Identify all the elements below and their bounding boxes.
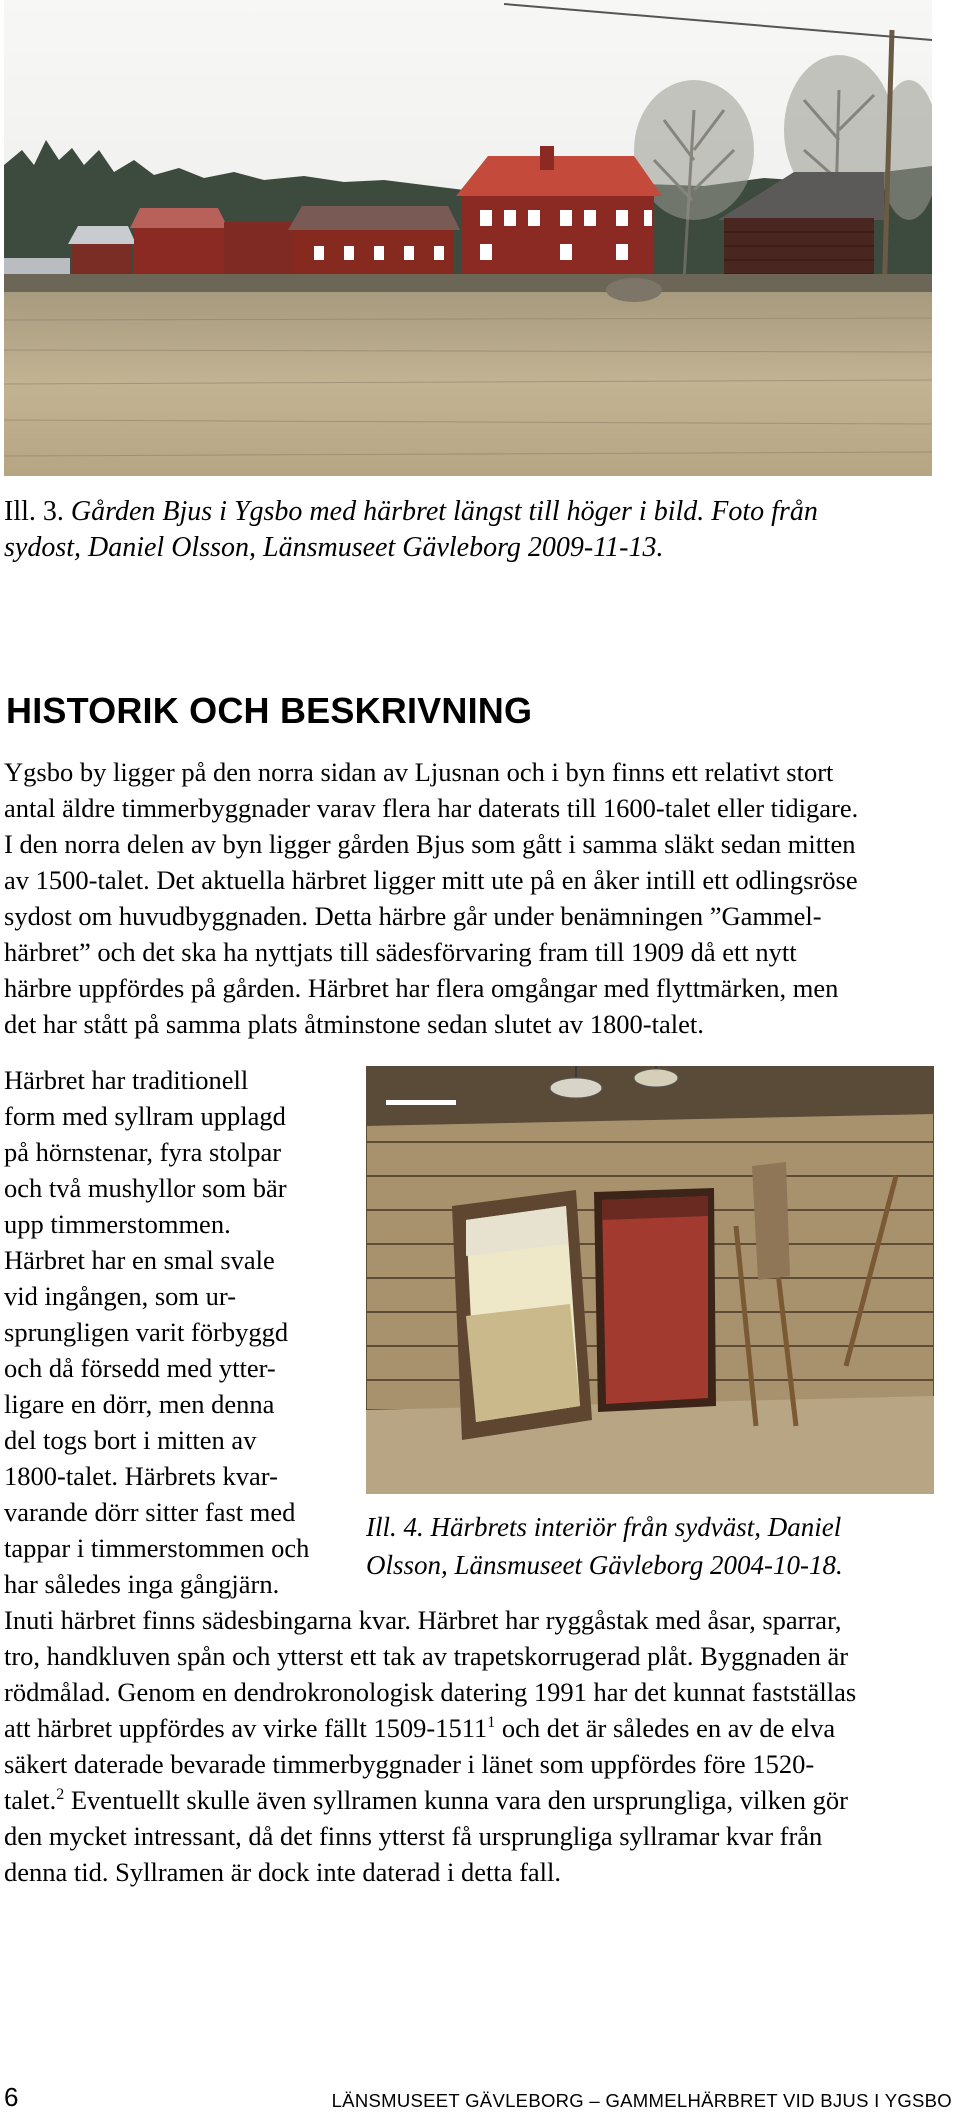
- text-line: rödmålad. Genom en dendrokronologisk datering 1991 har det kunnat fastställas: [4, 1677, 857, 1707]
- text-line: tro, handkluven spån och ytterst ett tak av trapetskorrugerad plåt. Byggnaden är: [4, 1641, 849, 1671]
- text-line: Inuti härbret finns sädesbingarna kvar. Härbret har ryggåstak med åsar, sparrar,: [4, 1605, 842, 1635]
- intro-paragraph: [4, 754, 954, 1042]
- text-line: form med syllram upplagd: [4, 1101, 286, 1131]
- body-paragraph: [4, 1602, 956, 1890]
- text-line: och två mushyllor som bär: [4, 1173, 287, 1203]
- section-heading: HISTORIK OCH BESKRIVNING: [6, 690, 533, 731]
- text-line: Härbret har en smal svale: [4, 1245, 275, 1275]
- text-line: I den norra delen av byn ligger gården Bjus som gått i samma släkt sedan mitten: [4, 829, 856, 859]
- caption-text: Olsson, Länsmuseet Gävleborg 2004-10-18.: [366, 1550, 843, 1580]
- side-paragraph: [4, 1062, 364, 1602]
- text-line: denna tid. Syllramen är dock inte daterad i detta fall.: [4, 1857, 562, 1887]
- text-fragment: att härbret uppfördes av virke fällt 1509-1511: [4, 1713, 488, 1743]
- caption-text: sydost, Daniel Olsson, Länsmuseet Gävleborg 2009-11-13.: [4, 532, 664, 563]
- farm-photo: [4, 0, 932, 476]
- figure-label: Ill. 3.: [4, 496, 64, 527]
- caption-text: Gården Bjus i Ygsbo med härbret längst till höger i bild. Foto från: [70, 496, 818, 527]
- text-fragment: och det är således en av de elva: [495, 1713, 836, 1743]
- text-line: på hörnstenar, fyra stolpar: [4, 1137, 282, 1167]
- text-line: har således inga gångjärn.: [4, 1569, 280, 1599]
- text-line: antal äldre timmerbyggnader varav flera har daterats till 1600-talet eller tidigare.: [4, 793, 859, 823]
- text-line: det har stått på samma plats åtminstone sedan slutet av 1800-talet.: [4, 1009, 704, 1039]
- page-number: 6: [4, 2082, 19, 2112]
- text-line: tappar i timmerstommen och: [4, 1533, 310, 1563]
- running-title: LÄNSMUSEET GÄVLEBORG – GAMMELHÄRBRET VID BJUS I YGSBO: [331, 2090, 952, 2111]
- footnote-ref: 2: [56, 1786, 65, 1804]
- text-line: den mycket intressant, då det finns ytterst få ursprungliga syllramar kvar från: [4, 1821, 823, 1851]
- text-line: och då försedd med ytter-: [4, 1353, 276, 1383]
- text-line: av 1500-talet. Det aktuella härbret ligger mitt ute på en åker intill ett odlingsröse: [4, 865, 858, 895]
- text-line: Härbret har traditionell: [4, 1065, 249, 1095]
- text-line: Ygsbo by ligger på den norra sidan av Ljusnan och i byn finns ett relativt stort: [4, 757, 834, 787]
- figure-caption: [366, 1508, 946, 1584]
- text-line: vid ingången, som ur-: [4, 1281, 237, 1311]
- text-line: [4, 1782, 956, 1818]
- caption-text: Ill. 4. Härbrets interiör från sydväst, Daniel: [366, 1512, 842, 1542]
- text-line: upp timmerstommen.: [4, 1209, 231, 1239]
- text-fragment: Eventuellt skulle även syllramen kunna vara den ursprungliga, vilken gör: [64, 1785, 848, 1815]
- figure-caption: [4, 494, 944, 566]
- text-line: härbre uppfördes på gården. Härbret har flera omgångar med flyttmärken, men: [4, 973, 839, 1003]
- text-line: del togs bort i mitten av: [4, 1425, 257, 1455]
- footnote-ref: 1: [487, 1714, 496, 1732]
- text-fragment: talet.: [4, 1785, 57, 1815]
- text-line: härbret” och det ska ha nyttjats till sädesförvaring fram till 1909 då ett nytt: [4, 937, 797, 967]
- text-line: säkert daterade bevarade timmerbyggnader i länet som uppfördes före 1520-: [4, 1749, 815, 1779]
- text-line: varande dörr sitter fast med: [4, 1497, 296, 1527]
- text-line: sprungligen varit förbyggd: [4, 1317, 289, 1347]
- text-line: [4, 1710, 956, 1746]
- interior-photo: [366, 1066, 934, 1494]
- text-line: ligare en dörr, men denna: [4, 1389, 275, 1419]
- text-line: sydost om huvudbyggnaden. Detta härbre går under benämningen ”Gammel-: [4, 901, 822, 931]
- text-line: 1800-talet. Härbrets kvar-: [4, 1461, 278, 1491]
